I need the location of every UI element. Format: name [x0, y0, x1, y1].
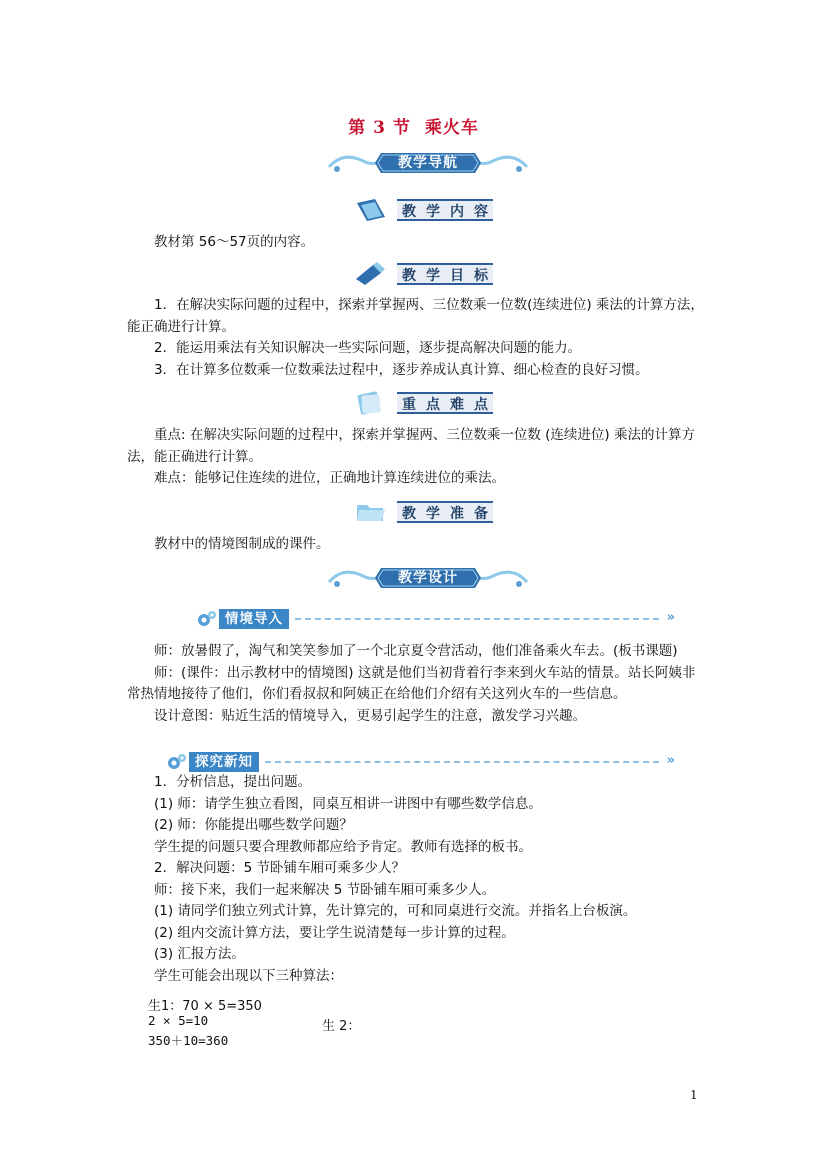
explore-paragraph: 学生提的问题只要合理教师都应给予肯定。教师有选择的板书。: [154, 838, 532, 855]
section-char: 点: [469, 392, 493, 414]
explore-paragraph: 1．分析信息，提出问题。: [154, 774, 312, 790]
page-title: [0, 113, 827, 138]
section-char: 目: [445, 263, 469, 285]
section-char: 点: [421, 392, 445, 414]
folder-icon: [353, 499, 389, 525]
intro-paragraphs: [127, 641, 707, 727]
double-chevron-icon: »: [666, 753, 675, 768]
section-number: 第 3 节: [348, 118, 411, 138]
banner-label: 教学设计: [398, 570, 458, 586]
book-icon: [353, 197, 389, 223]
explore-paragraphs: [127, 772, 707, 987]
explore-paragraph: 2．解决问题：5 节卧铺车厢可乘多少人？: [154, 860, 405, 876]
keypoint-item: 重点: 在解决实际问题的过程中，探索并掌握两、三位数乘一位数 (连续进位) 乘法的计算方法，能正确进行计算。: [127, 427, 695, 465]
explore-paragraph: (3) 汇报方法。: [154, 946, 245, 962]
section-char: 教: [397, 501, 421, 523]
section-char: 容: [469, 199, 493, 221]
goal-item: 2．能运用乘法有关知识解决一些实际问题，逐步提高解决问题的能力。: [154, 340, 582, 356]
banner-label: 教学导航: [398, 155, 458, 171]
section-char: 教: [397, 199, 421, 221]
intro-paragraph: 师：放暑假了，淘气和笑笑参加了一个北京夏令营活动，他们准备乘火车去。(板书课题): [154, 643, 678, 659]
section-char: 学: [421, 199, 445, 221]
section-header-keypoints: [353, 390, 503, 416]
dashed-divider: [295, 618, 659, 620]
section-header-prep: [353, 499, 503, 525]
gears-icon: [165, 750, 189, 774]
phase-header-explore: [165, 750, 675, 774]
explore-paragraph: (2) 师：你能提出哪些数学问题？: [154, 817, 353, 833]
content-text: 教材第 56～57页的内容。: [154, 234, 315, 250]
section-char: 学: [421, 501, 445, 523]
section-char: 标: [469, 263, 493, 285]
section-char: 教: [397, 263, 421, 285]
dashed-divider: [265, 761, 659, 763]
section-char: 学: [421, 263, 445, 285]
section-header-goals: [353, 261, 503, 287]
goal-item: 3．在计算多位数乘一位数乘法过程中，逐步养成认真计算、细心检查的良好习惯。: [154, 361, 649, 378]
explore-paragraph: 师：接下来，我们一起来解决 5 节卧铺车厢可乘多少人。: [154, 881, 496, 898]
phase-header-intro: [195, 607, 675, 631]
calc-student1-line3: 350＋10=360: [148, 1033, 229, 1048]
keypoints-list: [127, 425, 707, 490]
explore-paragraph: (2) 组内交流计算方法，要让学生说清楚每一步计算的过程。: [154, 924, 515, 941]
calc-student2-label: 生 2：: [322, 1019, 361, 1034]
gears-icon: [195, 607, 219, 631]
section-char: 重: [397, 392, 421, 414]
section-char: 备: [469, 501, 493, 523]
calc-student1-line1: 生1：70 × 5=350: [148, 999, 262, 1014]
section-char: 内: [445, 199, 469, 221]
section-char: 准: [445, 501, 469, 523]
prep-text: 教材中的情境图制成的课件。: [154, 536, 330, 552]
explore-paragraph: (1) 师：请学生独立看图，同桌互相讲一讲图中有哪些数学信息。: [154, 795, 542, 812]
notebook-icon: [353, 390, 389, 416]
double-chevron-icon: »: [666, 610, 675, 625]
pencil-icon: [353, 261, 389, 287]
section-header-content: [353, 197, 503, 223]
phase-label: 探究新知: [189, 752, 259, 772]
teaching-guide-banner: [323, 147, 533, 179]
calc-student1-line2: 2 × 5=10: [148, 1013, 209, 1028]
goal-item: 1．在解决实际问题的过程中，探索并掌握两、三位数乘一位数(连续进位) 乘法的计算方法，能正确进行计算。: [127, 297, 704, 335]
intro-paragraph: 设计意图：贴近生活的情境导入，更易引起学生的注意，激发学习兴趣。: [154, 707, 586, 724]
teaching-design-banner: [323, 562, 533, 594]
intro-paragraph: 师：(课件：出示教材中的情境图) 这就是他们当初背着行李来到火车站的情景。站长阿姨非常热情地接待了他们，你们看叔叔和阿姨正在给他们介绍有关这列火车的一些信息。: [127, 664, 696, 702]
page-number: 1: [690, 1088, 698, 1102]
explore-paragraph: 学生可能会出现以下三种算法：: [154, 967, 343, 984]
keypoint-item: 难点：能够记住连续的进位，正确地计算连续进位的乘法。: [154, 470, 505, 486]
section-char: 难: [445, 392, 469, 414]
phase-label: 情境导入: [219, 609, 289, 629]
lesson-title: 乘火车: [424, 118, 479, 138]
explore-paragraph: (1) 请同学们独立列式计算，先计算完的，可和同桌进行交流。并指名上台板演。: [154, 903, 637, 919]
goals-list: [127, 295, 707, 381]
